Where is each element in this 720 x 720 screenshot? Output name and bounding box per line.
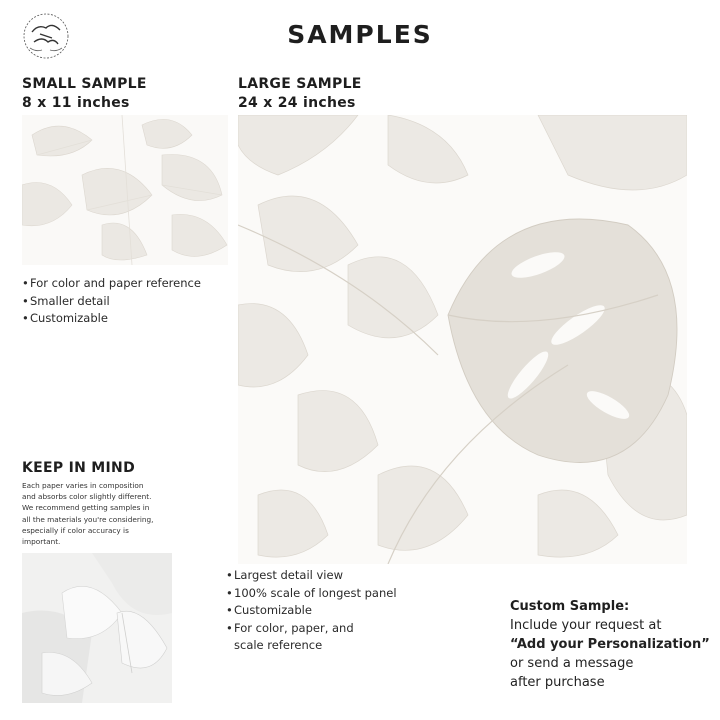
paper-samples-image	[22, 553, 172, 703]
list-item: •Customizable	[22, 311, 108, 325]
large-sample-title: LARGE SAMPLE	[238, 76, 362, 92]
list-item: •Largest detail view	[226, 568, 343, 582]
small-sample-heading	[22, 75, 147, 113]
small-sample-title: SMALL SAMPLE	[22, 76, 147, 92]
custom-sample-line: Include your request at	[510, 618, 662, 633]
small-sample-size: 8 x 11 inches	[22, 95, 130, 111]
page-title: SAMPLES	[287, 20, 433, 49]
personalization-label: “Add your Personalization”	[510, 637, 710, 652]
keep-in-mind-text: Each paper varies in composition and absorbs color slightly different. We recommend getting samples in all the materials you're considering, especially if color accuracy is important.	[22, 481, 154, 547]
custom-sample-line: after purchase	[510, 675, 605, 690]
list-item: •100% scale of longest panel	[226, 585, 397, 600]
large-sample-heading	[238, 75, 362, 113]
custom-sample-heading: Custom Sample:	[510, 599, 630, 614]
small-sample-features	[22, 275, 201, 328]
list-item: •Customizable	[226, 603, 312, 617]
large-sample-features	[226, 567, 397, 655]
list-item: scale reference	[234, 638, 323, 652]
keep-in-mind-heading: KEEP IN MIND	[22, 460, 135, 476]
list-item: •For color, paper, and	[226, 620, 354, 635]
small-sample-image	[22, 115, 228, 265]
custom-sample-info	[510, 597, 715, 692]
list-item: •Smaller detail	[22, 293, 110, 308]
large-sample-image	[238, 115, 687, 564]
custom-sample-line: or send a message	[510, 656, 634, 671]
list-item: •For color and paper reference	[22, 276, 201, 290]
large-sample-size: 24 x 24 inches	[238, 95, 356, 111]
